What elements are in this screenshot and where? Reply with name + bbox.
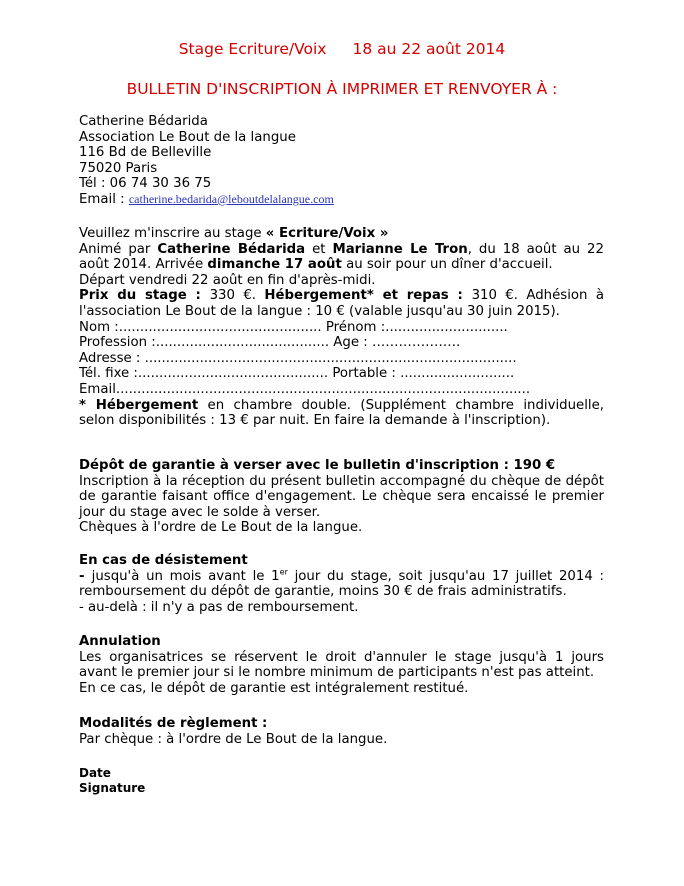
reglement-heading: Modalités de règlement : (79, 716, 268, 731)
bulletin-title: BULLETIN D'INSCRIPTION À IMPRIMER ET RENVOYER À : (126, 80, 558, 98)
email-label: Email : (79, 191, 129, 207)
field-tel: Tél. fixe :............................................. Portable : ........................... (79, 366, 515, 382)
depot-section (79, 458, 604, 536)
contact-block (79, 114, 604, 208)
stage-name: « Ecriture/Voix » (265, 226, 389, 241)
animator-1: Catherine Bédarida (157, 241, 306, 257)
anime-text: Animé par (79, 241, 158, 257)
contact-email-line (79, 192, 604, 208)
registration-block (79, 226, 604, 429)
stage-title-line (0, 40, 684, 58)
arrival-day: dimanche 17 août (207, 257, 342, 273)
departure-line: Départ vendredi 22 août en fin d'après-midi. (79, 272, 376, 288)
price-label: Prix du stage : (79, 288, 210, 304)
lodging-note (79, 398, 604, 429)
lodging-note-label: * Hébergement (79, 397, 199, 413)
desistement-section (79, 553, 604, 615)
price-value: 330 €. (209, 288, 265, 304)
reglement-section (79, 716, 604, 747)
field-nom: Nom :................................................ Prénom :............................. (79, 319, 508, 335)
animators-paragraph (79, 242, 604, 273)
anime-and: et (305, 241, 333, 257)
signature-block (79, 766, 604, 796)
desistement-text-a: jusqu'à un mois avant le 1 (91, 568, 280, 584)
desistement-sup: er (279, 567, 288, 577)
contact-name: Catherine Bédarida (79, 114, 208, 129)
price-paragraph (79, 288, 604, 319)
annulation-section (79, 634, 604, 696)
intro-text: Veuillez m'inscrire au stage (79, 226, 266, 241)
contact-city: 75020 Paris (79, 160, 158, 176)
desistement-line-2: - au-delà : il n'y a pas de remboursement. (79, 599, 359, 615)
contact-association: Association Le Bout de la langue (79, 129, 296, 145)
stage-title: Stage Ecriture/Voix (178, 40, 327, 58)
registration-intro (79, 226, 604, 242)
depot-text: Inscription à la réception du présent bulletin accompagné du chèque de dépôt de garantie faisant office d'engagement. Le chèque sera encaissé le premier jour du stage avec le solde à verser. (79, 473, 604, 520)
lodging-label: Hébergement* et repas : (264, 288, 472, 304)
desistement-heading: En cas de désistement (79, 553, 248, 568)
anime-dates: , du 18 août au 22 août 2014. Arrivée (79, 241, 604, 273)
anime-dinner: au soir pour un dîner d'accueil. (341, 257, 553, 273)
animator-2: Marianne Le Tron (332, 241, 468, 257)
annulation-text: Les organisatrices se réservent le droit d'annuler le stage jusqu'à 1 jours avant le premier jour si le nombre minimum de participants n'est pas atteint. (79, 649, 604, 681)
field-profession: Profession :......................................... Age : ……………….. (79, 335, 461, 351)
field-email: Émail.................................................................................................. (79, 381, 531, 397)
contact-phone: Tél : 06 74 30 36 75 (79, 176, 212, 192)
desistement-dash: - (79, 568, 92, 584)
annulation-text-2: En ce cas, le dépôt de garantie est intégralement restitué. (79, 680, 469, 696)
stage-dates: 18 au 22 août 2014 (352, 40, 506, 58)
signature-label: Signature (79, 781, 146, 795)
lodging-value: 310 €. Adhésion à l'association Le Bout de la langue : 10 € (valable jusqu'au 30 juin 2015). (79, 288, 604, 319)
depot-cheques: Chèques à l'ordre de Le Bout de la langue. (79, 520, 363, 536)
lodging-note-text: en chambre double. (Supplément chambre individuelle, selon disponibilités : 13 € par nuit. En faire la demande à l'inscription). (79, 397, 604, 429)
reglement-text: Par chèque : à l'ordre de Le Bout de la langue. (79, 731, 388, 747)
annulation-heading: Annulation (79, 634, 161, 649)
email-link[interactable]: catherine.bedarida@leboutdelalangue.com (128, 191, 334, 206)
contact-street: 116 Bd de Belleville (79, 145, 212, 161)
date-label: Date (79, 766, 111, 780)
desistement-text-b: jour du stage, soit jusqu'au 17 juillet 2014 : remboursement du dépôt de garantie, moins 30 € de frais administratifs. (79, 568, 604, 600)
depot-heading: Dépôt de garantie à verser avec le bulletin d'inscription : 190 € (79, 458, 556, 473)
field-adresse: Adresse : ........................................................................................ (79, 350, 517, 366)
desistement-line-1 (79, 569, 604, 600)
